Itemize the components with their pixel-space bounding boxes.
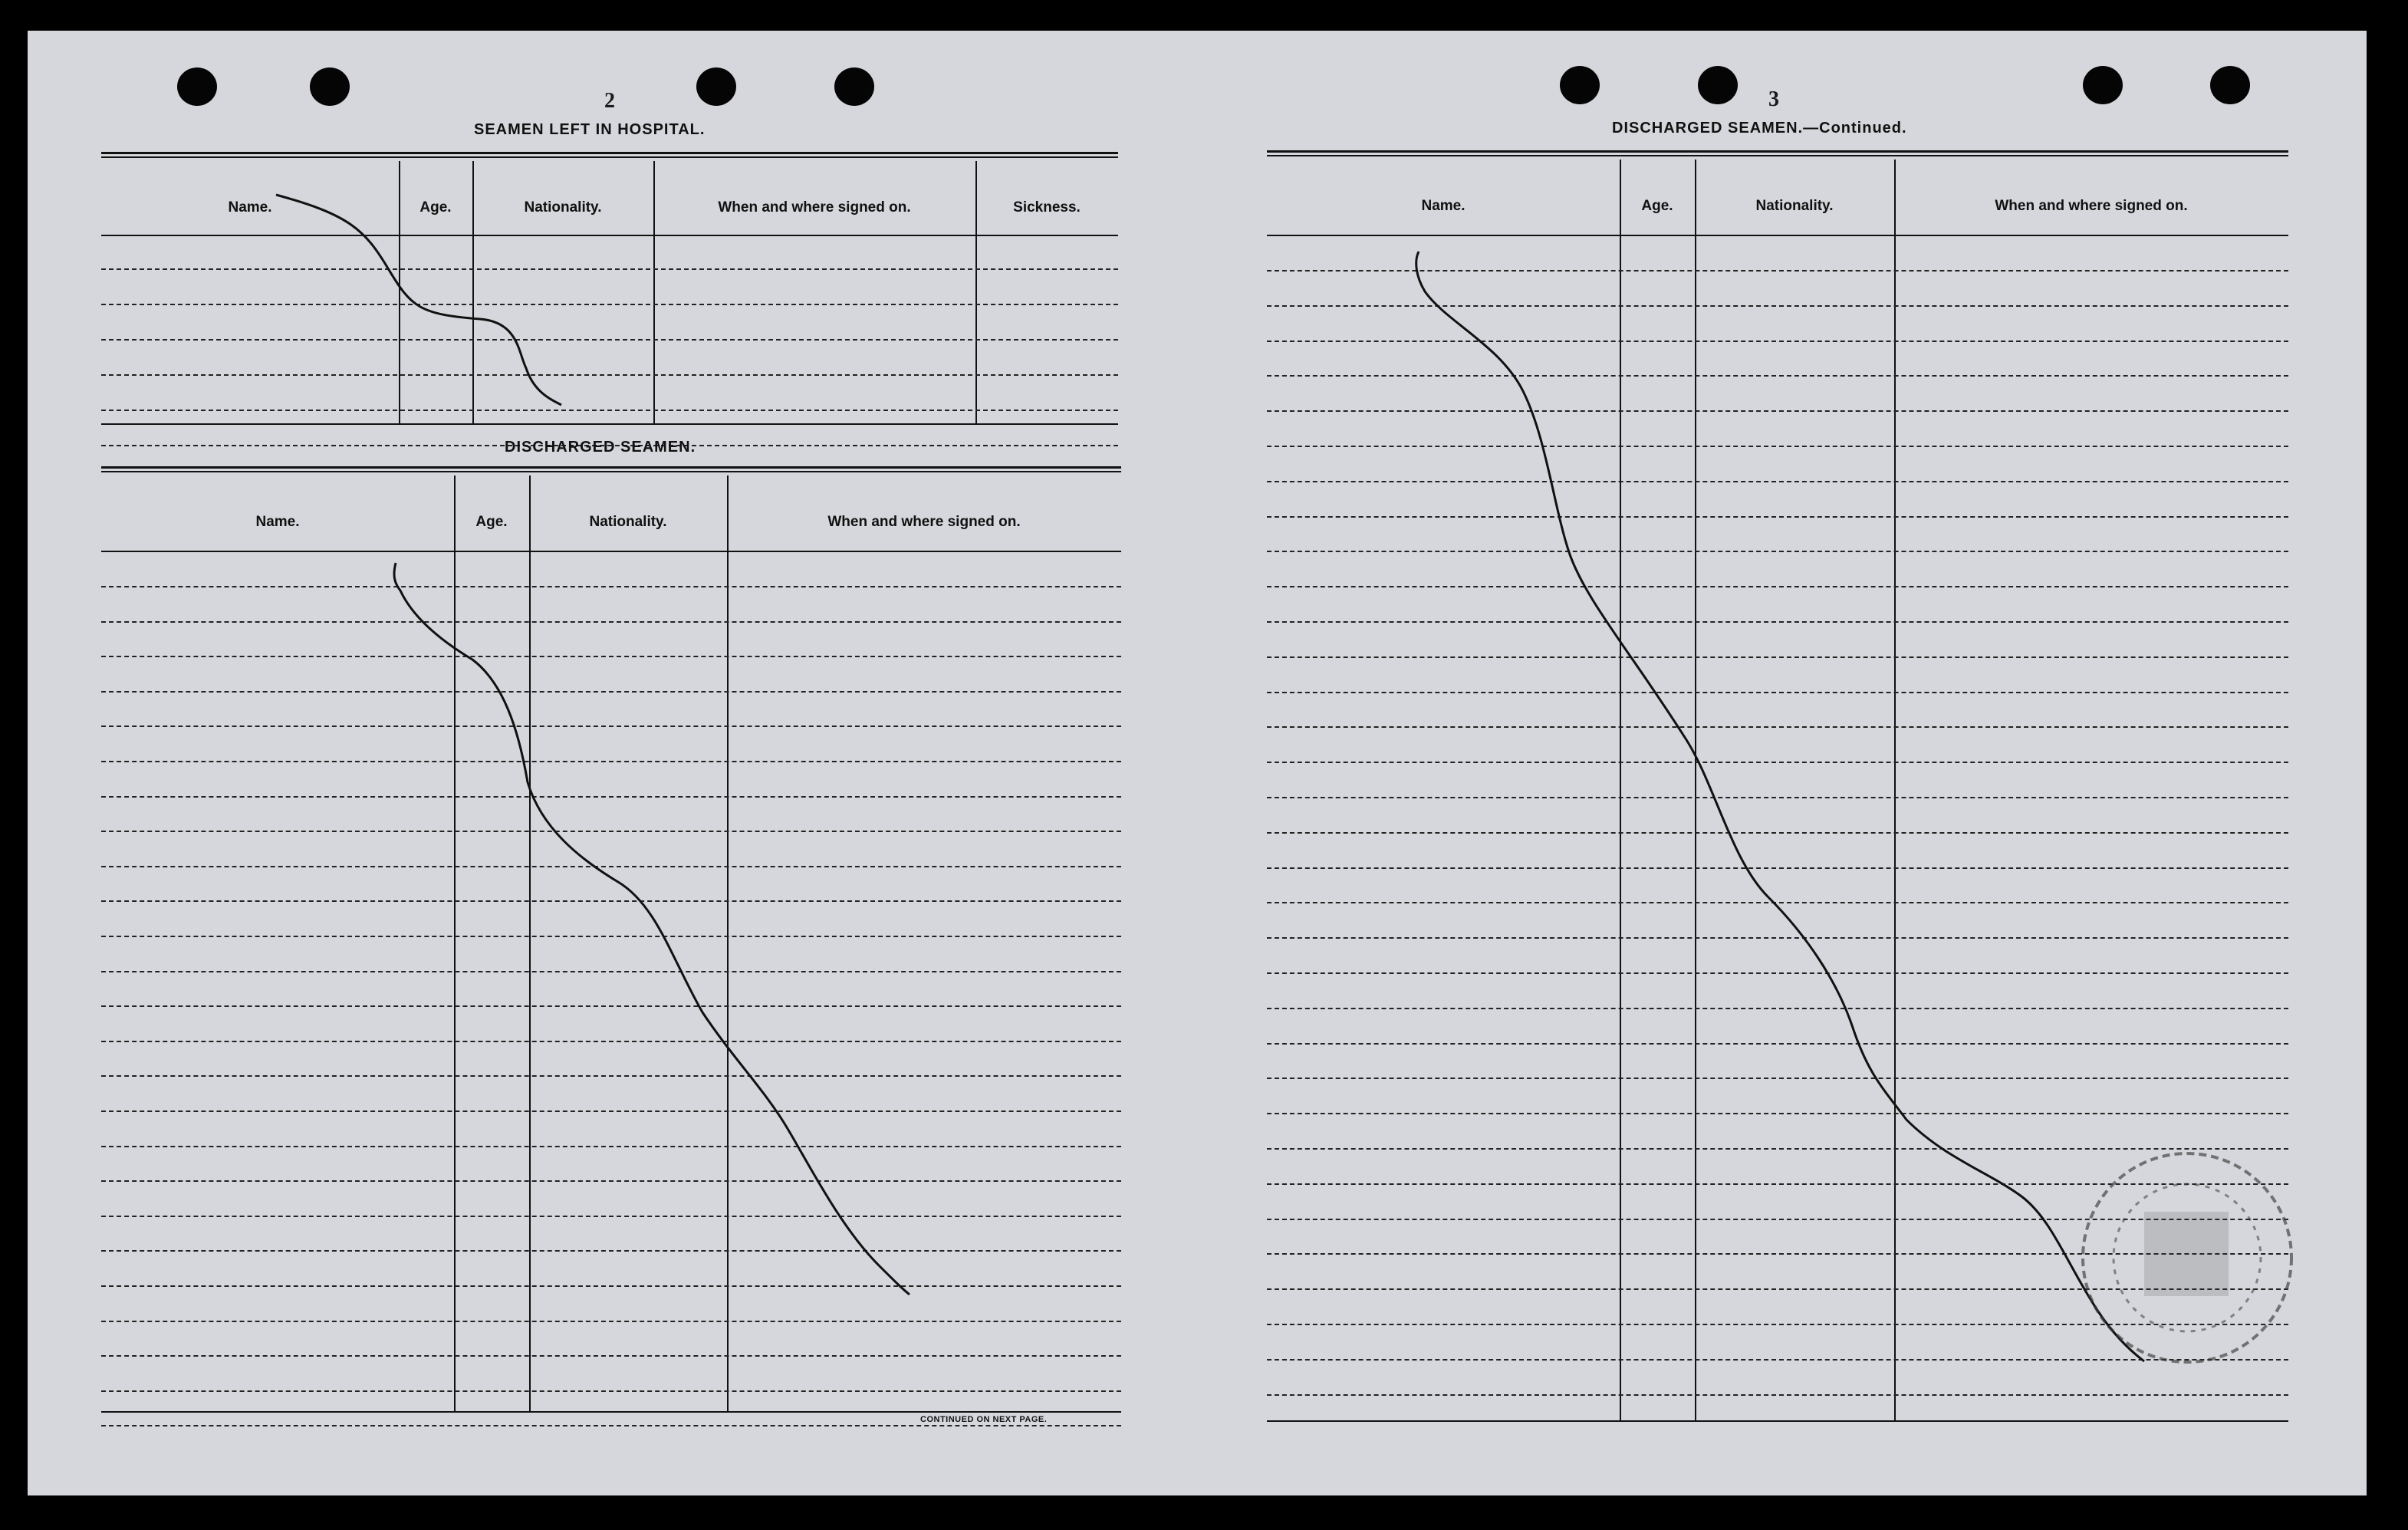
col-header-age: Age. xyxy=(475,514,508,530)
col-header-name: Name. xyxy=(228,199,272,216)
col-header-name: Name. xyxy=(255,514,300,530)
col-header-nationality: Nationality. xyxy=(1755,198,1834,214)
col-header-age: Age. xyxy=(1641,198,1673,214)
strike-through-line-hospital xyxy=(276,195,561,405)
stamp-seal xyxy=(2144,1212,2229,1296)
hospital-section-title: SEAMEN LEFT IN HOSPITAL. xyxy=(474,121,706,138)
strike-through-line-right xyxy=(1416,252,2144,1361)
col-header-sickness: Sickness. xyxy=(1013,199,1081,216)
handwritten-marks xyxy=(28,31,2367,1495)
discharged-section-title: DISCHARGED SEAMEN. xyxy=(505,439,696,456)
col-header-nationality: Nationality. xyxy=(589,514,667,530)
col-header-signed-on: When and where signed on. xyxy=(718,199,911,216)
page-number-left: 2 xyxy=(604,89,615,113)
continued-footer: CONTINUED ON NEXT PAGE. xyxy=(920,1415,1048,1424)
col-header-age: Age. xyxy=(419,199,452,216)
col-header-name: Name. xyxy=(1421,198,1466,214)
discharged-continued-title: DISCHARGED SEAMEN.—Continued. xyxy=(1612,120,1907,137)
strike-through-line-left xyxy=(394,563,910,1295)
page-number-right: 3 xyxy=(1768,87,1779,111)
col-header-signed-on: When and where signed on. xyxy=(827,514,1021,530)
document-sheet xyxy=(28,31,2367,1495)
col-header-signed-on: When and where signed on. xyxy=(1995,198,2188,214)
col-header-nationality: Nationality. xyxy=(524,199,602,216)
